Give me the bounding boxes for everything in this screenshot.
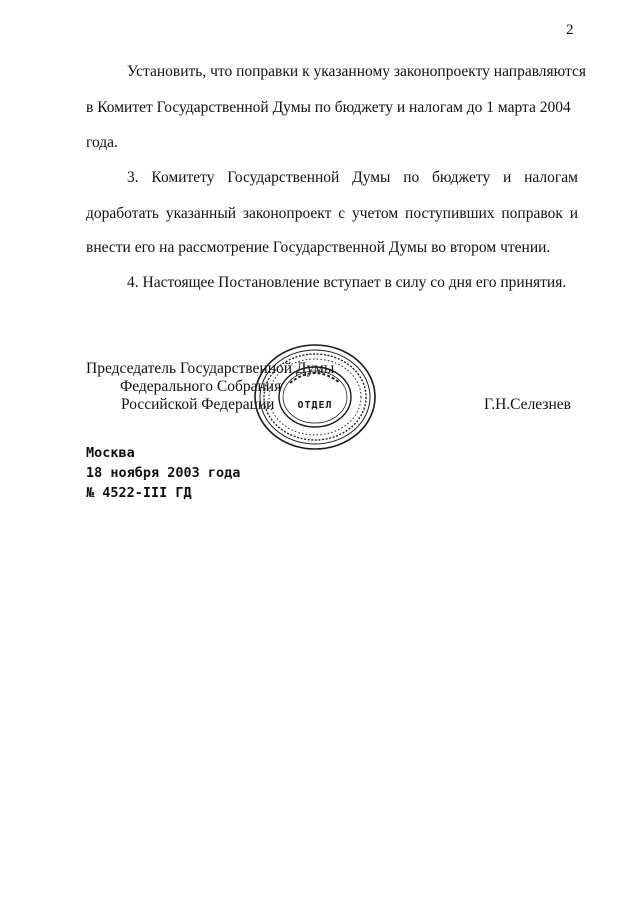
paragraph3-line1 [127, 168, 578, 188]
paragraph3-line1-word: Государственной [227, 169, 340, 186]
paragraph3-line1-word: Комитету [151, 169, 215, 186]
paragraph3-line2 [86, 204, 578, 224]
paragraph3-line2-word: законопроект [242, 205, 332, 222]
paragraph1-line2: в Комитет Государственной Думы по бюджету и налогам до 1 марта 2004 [86, 99, 571, 116]
paragraph3-line1-word: Думы [352, 169, 391, 186]
paragraph3-line1-word: 3. [127, 169, 139, 186]
paragraph3-line2-word: указанный [165, 205, 237, 222]
signature-title-line1: Председатель Государственной Думы [86, 360, 335, 377]
seal-center-text: ОТДЕЛ [297, 400, 333, 411]
paragraph4: 4. Настоящее Постановление вступает в силу со дня его принятия. [127, 274, 567, 291]
footer-city: Москва [86, 445, 135, 461]
signatory-name: Г.Н.Селезнев [484, 396, 571, 413]
signature-title-line3: Российской Федерации [121, 396, 275, 413]
paragraph3-line1-word: по [403, 169, 420, 186]
paragraph3-line2-word: поправок [501, 205, 563, 222]
page-number: 2 [566, 22, 574, 38]
paragraph3-line2-word: учетом [351, 205, 399, 222]
paragraph3-line2-word: с [338, 205, 346, 222]
official-seal [240, 337, 390, 457]
paragraph1-line1: Установить, что поправки к указанному законопроекту направляются [127, 63, 587, 80]
footer-date: 18 ноября 2003 года [86, 465, 241, 481]
paragraph3-line1-word: налогам [524, 169, 578, 186]
paragraph3-line2-word: и [569, 205, 578, 222]
paragraph3-line1-word: и [503, 169, 512, 186]
paragraph1-line3: года. [86, 134, 118, 151]
paragraph3-line2-word: доработать [86, 205, 159, 222]
signature-title-line2: Федерального Собрания [120, 378, 282, 395]
paragraph3-line2-word: поступивших [405, 205, 495, 222]
footer-number: № 4522-III ГД [86, 485, 192, 501]
paragraph3-line3: внести его на рассмотрение Государственной Думы во втором чтении. [86, 239, 551, 256]
paragraph3-line1-word: бюджету [431, 169, 491, 186]
